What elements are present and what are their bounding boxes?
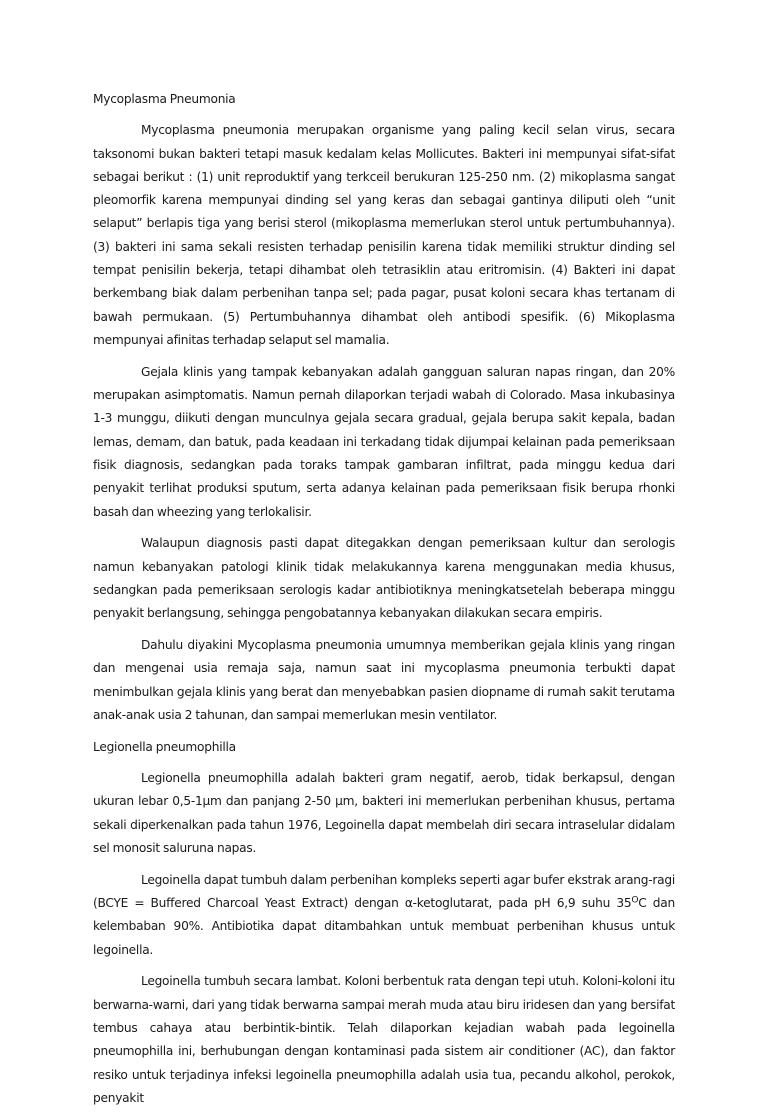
document-page (93, 88, 675, 1119)
paragraph-mycoplasma-diagnosis: Walaupun diagnosis pasti dapat ditegakkan dengan pemeriksaan kultur dan serologis namun kebanyakan patologi klinik tidak melakukannya karena menggunakan media khusus, sedangkan pada pemeriksaan serologis kadar antibiotiknya meningkatsetelah beberapa minggu penyakit berlangsung, sehingga pengobatannya kebanyakan dilakukan secara empiris. (93, 536, 675, 621)
paragraph-legionella-growth: Legoinella tumbuh secara lambat. Koloni berbentuk rata dengan tepi utuh. Koloni-koloni itu berwarna-warni, dari yang tidak berwarna sampai merah muda atau biru iridesen dan yang bersifat tembus cahaya atau berbintik-bintik. Telah dilaporkan kejadian wabah pada legoinella pneumophilla ini, berhubungan dengan kontaminasi pada sistem air conditioner (AC), dan faktor resiko untuk terjadinya infeksi legoinella pneumophilla adalah usia tua, pecandu alkohol, perokok, penyakit (93, 974, 675, 1105)
section-heading-legionella: Legionella pneumophilla (93, 739, 236, 754)
paragraph-legionella-definition: Legionella pneumophilla adalah bakteri gram negatif, aerob, tidak berkapsul, dengan ukuran lebar 0,5-1µm dan panjang 2-50 µm, bakteri ini memerlukan perbenihan khusus, pertama sekali diperkenalkan pada tahun 1976, Legoinella dapat membelah diri secara intraselular didalam sel monosit saluruna napas. (93, 771, 675, 855)
paragraph-mycoplasma-severity: Dahulu diyakini Mycoplasma pneumonia umumnya memberikan gejala klinis yang ringan dan mengenai usia remaja saja, namun saat ini mycoplasma pneumonia terbukti dapat menimbulkan gejala klinis yang berat dan menyebabkan pasien diopname di rumah sakit terutama anak-anak usia 2 tahunan, dan sampai memerlukan mesin ventilator. (93, 638, 675, 722)
paragraph-mycoplasma-symptoms: Gejala klinis yang tampak kebanyakan adalah gangguan saluran napas ringan, dan 20% merupakan asimptomatis. Namun pernah dilaporkan terjadi wabah di Colorado. Masa inkubasinya 1-3 munggu, diikuti dengan munculnya gejala secara gradual, gejala berupa sakit kepala, badan lemas, demam, dan batuk, pada keadaan ini terkadang tidak dijumpai kelainan pada pemeriksaan fisik diagnosis, sedangkan pada toraks tampak gambaran infiltrat, pada minggu kedua dari penyakit terlihat produksi sputum, serta adanya kelainan pada pemeriksaan fisik berupa rhonki basah dan wheezing yang terlokalisir. (93, 364, 675, 519)
culture-text-end: C dan kelembaban 90%. Antibiotika dapat ditambahkan untuk membuat perbenihan khusus untuk legoinella. (93, 896, 675, 957)
culture-text-start: Legoinella dapat tumbuh dalam perbenihan kompleks seperti agar bufer ekstrak arang-ragi (BCYE = Buffered Charcoal Yeast Extract) dengan α-ketoglutarat, pada pH 6,9 suhu 35 (93, 872, 675, 910)
paragraph-legionella-culture (93, 869, 675, 962)
section-heading-mycoplasma: Mycoplasma Pneumonia (93, 92, 236, 106)
paragraph-mycoplasma-definition: Mycoplasma pneumonia merupakan organisme yang paling kecil selan virus, secara taksonomi bukan bakteri tetapi masuk kedalam kelas Mollicutes. Bakteri ini mempunyai sifat-sifat sebagai berikut : (1) unit reproduktif yang terkceil berukuran 125-250 nm. (2) mikoplasma sangat pleomorfik karena mempunyai dinding sel yang keras dan sebagai gantinya diliputi oleh “unit selaput” berlapis tiga yang berisi sterol (mikoplasma memerlukan sterol untuk pertumbuhannya). (3) bakteri ini sama sekali resisten terhadap penisilin karena tidak memiliki struktur dinding sel tempat penisilin bekerja, tetapi dihambat oleh tetrasiklin atau eritromisin. (4) Bakteri ini dapat berkembang biak dalam perbenihan tanpa sel; pada pagar, pusat koloni secara khas tertanam di bawah permukaan. (5) Pertumbuhannya dihambat oleh antibodi spesifik. (6) Mikoplasma mempunyai afinitas terhadap selaput sel mamalia. (93, 123, 675, 347)
degree-mark: O (631, 895, 639, 906)
